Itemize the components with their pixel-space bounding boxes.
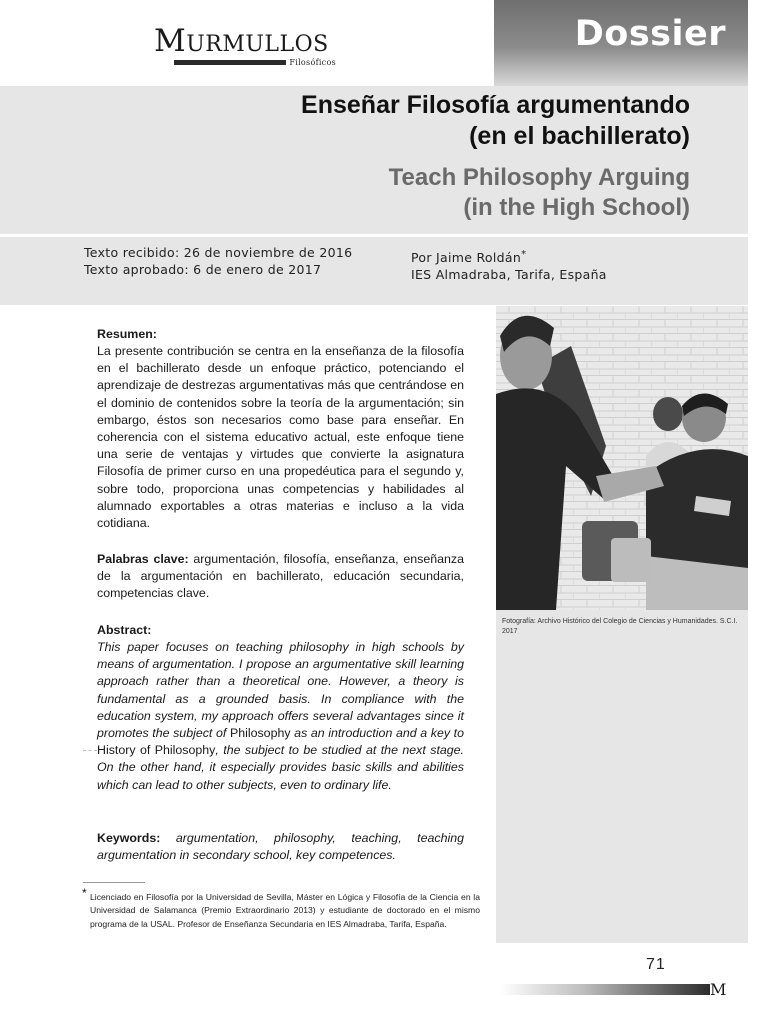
photo-illustration: [496, 306, 748, 610]
section-label: Dossier: [574, 14, 726, 54]
keywords: [97, 830, 464, 864]
palabras-text: argumentación, filosofía, enseñanza, enseñanza de la argumentación en bachillerato, educación secundaria, competencias clave.: [97, 552, 464, 601]
abstract-heading: Abstract:: [97, 623, 152, 637]
submission-dates: [84, 244, 352, 278]
photo-caption: Fotografía: Archivo Histórico del Colegio de Ciencias y Humanidades. S.C.I. 2017: [502, 618, 738, 635]
margin-dash: [83, 750, 97, 752]
title-en-line2: (in the High School): [463, 194, 690, 221]
author-line: [411, 246, 607, 266]
received-date: Texto recibido: 26 de noviembre de 2016: [84, 245, 353, 260]
author-info: [411, 246, 607, 283]
approved-date: Texto aprobado: 6 de enero de 2017: [84, 262, 322, 277]
keywords-heading: Keywords:: [97, 831, 161, 845]
journal-logo: [154, 23, 336, 67]
title-es-line2: (en el bachillerato): [469, 122, 690, 150]
abstract-term1: Philosophy: [229, 726, 291, 741]
resumen-heading: Resumen:: [97, 327, 157, 341]
footnote-text: Licenciado en Filosofía por la Universidad de Sevilla, Máster en Lógica y Filosofía de la Ciencia en la Universidad de Salamanca (Premio Extraordinario 2013) y estudiante de doctorado en el mismo programa de la USAL. Profesor de Enseñanza Secundaria en IES Almadraba, Tarifa, España.: [90, 892, 480, 929]
abstract-text: [97, 639, 464, 794]
palabras-clave: [97, 551, 464, 603]
abstract-term2: History of Philosophy: [97, 743, 216, 758]
resumen-text: La presente contribución se centra en la enseñanza de la filosofía en el bachillerato desde un enfoque práctico, potenciando el aprendizaje de destrezas argumentativas más que centrándose en el dominio de contenidos sobre la teoría de la argumentación; sin embargo, éstos son necesarios como base para enseñar. En coherencia con el sistema educativo actual, este enfoque tiene una serie de ventajas y virtudes que convierte la asignatura Filosofía de primer curso en una propedéutica para el segundo y, sobre todo, proporciona unas competencias y habilidades al alumnado exportables a otras materias e incluso a la vida cotidiana.: [97, 344, 464, 531]
author-name: Por Jaime Roldán: [411, 250, 522, 266]
abstract-part3: , the subject to be studied at the next stage. On the other hand, it especially provides basic skills and abilities which can lead to other subjects, even to ordinary life.: [97, 743, 464, 792]
caption-panel: [496, 610, 748, 943]
keywords-text: argumentation, philosophy, teaching, teaching argumentation in secondary school, key competences.: [97, 831, 464, 863]
logo-tag-bar: [174, 60, 286, 65]
title-en-line1: Teach Philosophy Arguing: [388, 164, 690, 191]
title-spanish: [130, 90, 690, 152]
abstract-part2: as an introduction and a key to: [290, 726, 464, 741]
page-number: 71: [646, 956, 666, 973]
meta-band: [0, 237, 748, 305]
title-english: [130, 163, 690, 223]
title-es-line1: Enseñar Filosofía argumentando: [301, 91, 690, 119]
title-band: [0, 86, 748, 234]
footer-gradient-bar: [500, 984, 710, 995]
logo-title: MURMULLOS: [154, 23, 329, 59]
section-header-box: [494, 0, 748, 86]
author-affiliation: IES Almadraba, Tarifa, España: [411, 267, 607, 283]
logo-subtitle: Filosóficos: [289, 58, 336, 67]
author-footnote-mark: *: [521, 249, 527, 260]
logo-title-rest: URMULLOS: [186, 32, 329, 57]
footer-logo-mark: M: [710, 980, 727, 999]
logo-tagline: [154, 58, 336, 67]
footnote-rule: [83, 882, 145, 883]
article-photo: [496, 306, 748, 610]
footnote-mark: *: [82, 886, 87, 900]
abstract-part1: This paper focuses on teaching philosophy in high schools by means of argumentation. I propose an argumentative skill learning approach rather than a theoretical one. However, a theory is fundamental as a grounded basis. In compliance with the education system, my approach offers several advantages since it promotes the subject of: [97, 640, 464, 741]
palabras-heading: Palabras clave:: [97, 552, 189, 566]
